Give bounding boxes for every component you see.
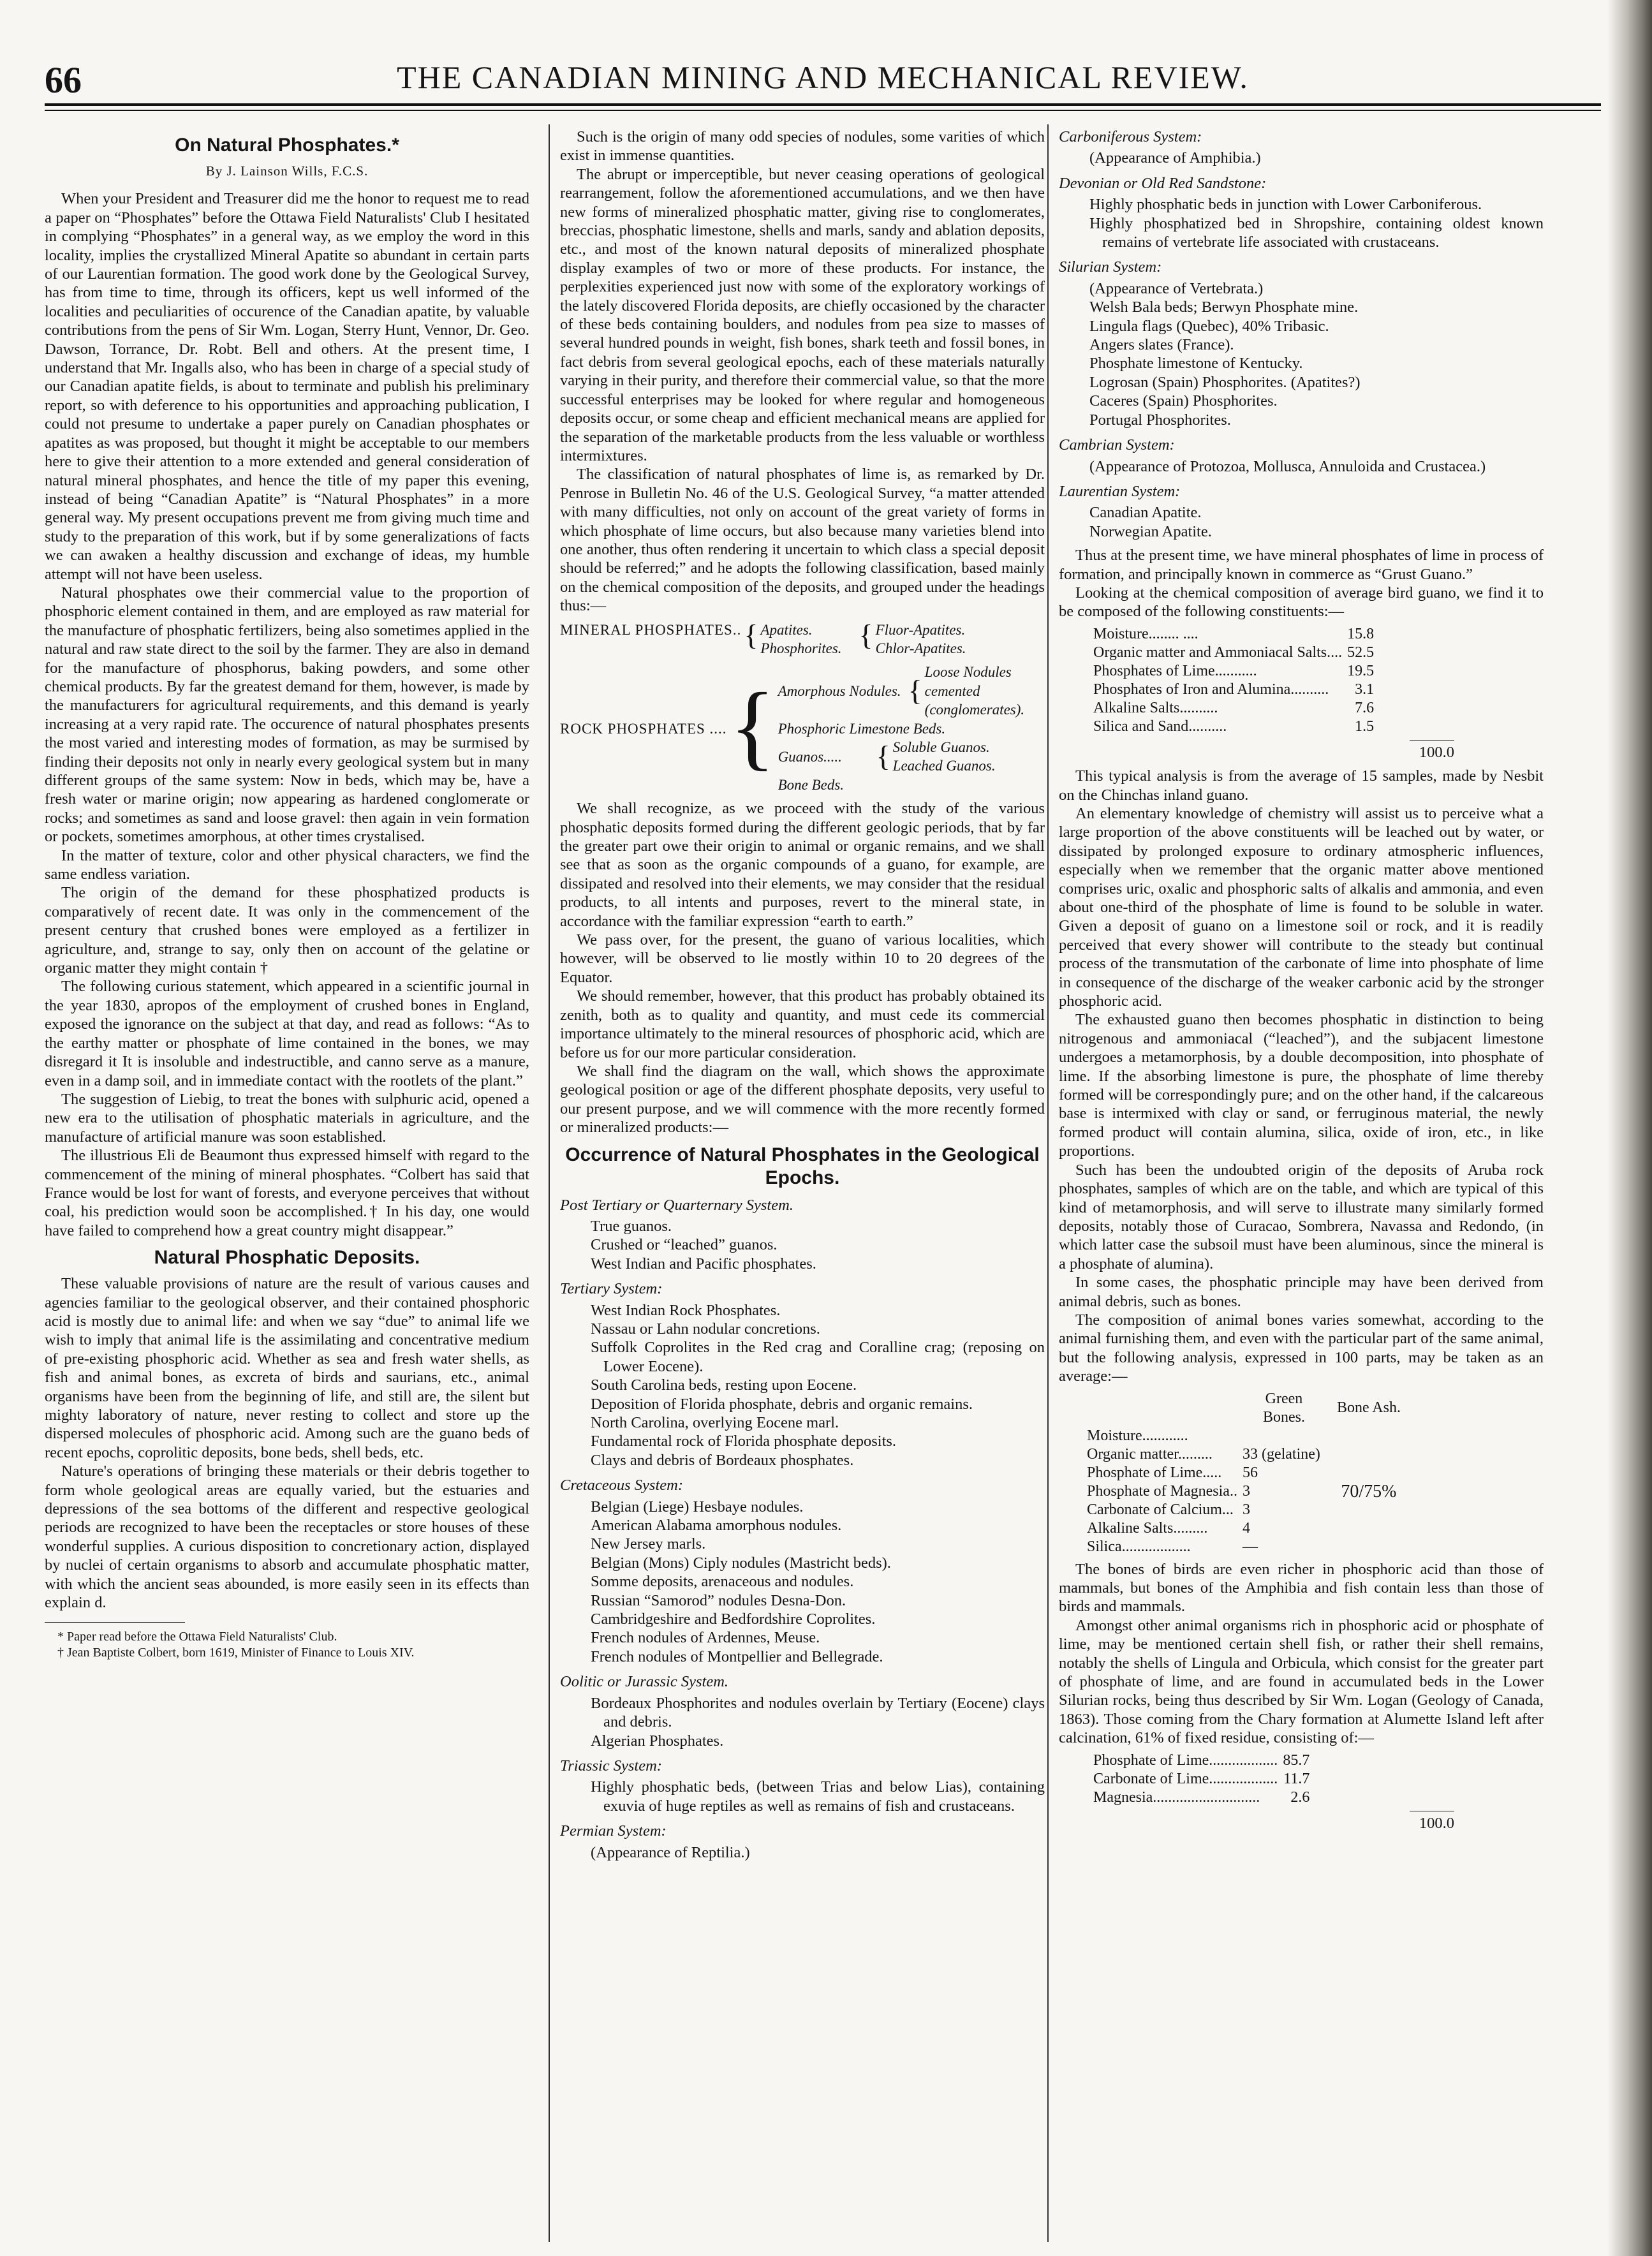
guano-composition-table bbox=[1091, 625, 1376, 736]
journal-title: THE CANADIAN MINING AND MECHANICAL REVIEW. bbox=[397, 59, 1249, 95]
class-item: Guanos..... bbox=[778, 748, 842, 765]
system-item: West Indian and Pacific phosphates. bbox=[591, 1255, 816, 1272]
system-item: Norwegian Apatite. bbox=[1089, 522, 1212, 540]
classification-rock bbox=[560, 663, 1045, 794]
brace: { bbox=[744, 618, 758, 651]
system-item: Caceres (Spain) Phosphorites. bbox=[1089, 392, 1278, 410]
section-heading: Occurrence of Natural Phosphates in the Geological Epochs. bbox=[565, 1144, 1040, 1188]
column-divider bbox=[1047, 124, 1049, 2242]
residue-table bbox=[1091, 1751, 1312, 1807]
column-2 bbox=[560, 128, 1045, 2239]
class-item: Chlor-Apatites. bbox=[875, 640, 966, 656]
system-name: Carboniferous System: bbox=[1059, 128, 1202, 145]
table-cell: Phosphate of Lime..... bbox=[1087, 1464, 1222, 1481]
paragraph: We shall recognize, as we proceed with the study of the various phosphatic deposits formed during the different geologic periods, that by far the greater part owe their origin to animal or organic remains, and we shall see that as soon as the organic compounds of a guano, for example, are dissipated and resolved into their elements, we may consider that the residual products, to all intents and purposes, revert to the mineral state, in accordance with the familiar expression “earth to earth.” bbox=[560, 800, 1045, 930]
article-title: On Natural Phosphates.* bbox=[175, 135, 399, 156]
system-item: Lingula flags (Quebec), 40% Tribasic. bbox=[1089, 317, 1329, 335]
table-cell: Alkaline Salts......... bbox=[1087, 1519, 1208, 1537]
table-cell: 33 (gelatine) bbox=[1242, 1445, 1320, 1463]
system-item: Belgian (Liege) Hesbaye nodules. bbox=[591, 1498, 804, 1515]
system-item: Russian “Samorod” nodules Desna-Don. bbox=[591, 1591, 846, 1609]
class-item: Amorphous Nodules. bbox=[778, 682, 901, 699]
system-item: Crushed or “leached” guanos. bbox=[591, 1236, 778, 1254]
system-name: Permian System: bbox=[560, 1822, 667, 1840]
paragraph: The bones of birds are even richer in phosphoric acid than those of mammals, but bones of the Amphibia and fish contain less than those of birds and mammals. bbox=[1059, 1560, 1544, 1616]
system-item: New Jersey marls. bbox=[591, 1535, 706, 1553]
system-item: Suffolk Coprolites in the Red crag and Coralline crag; (reposing on Lower Eocene). bbox=[591, 1339, 1045, 1375]
column-header: Green Bones. bbox=[1262, 1390, 1305, 1426]
paragraph: The exhausted guano then becomes phosphatic in distinction to being nitrogenous and ammoniacal (“leached”), and the subjacent limestone undergoes a metamorphosis, by a double decomposition, into phosphate of lime. If the absorbing limestone is pure, the phosphate of lime thereby formed will be correspondingly pure; and on the other hand, if the calcareous base is intermixed with clay or sand, or ferruginous material, the newly formed product will contain alumina, silica, oxide of iron, etc., in like proportions. bbox=[1059, 1011, 1544, 1160]
paragraph: We shall find the diagram on the wall, which shows the approximate geological position or age of the different phosphate deposits, very useful to our present purpose, and we will commence with the more recently formed or mineralized products:— bbox=[560, 1062, 1045, 1137]
table-cell: 3.1 bbox=[1355, 681, 1375, 698]
table-row bbox=[1091, 718, 1376, 736]
table-row bbox=[1091, 644, 1376, 662]
table-cell: Phosphate of Lime.................. bbox=[1093, 1751, 1278, 1769]
system-name: Devonian or Old Red Sandstone: bbox=[1059, 174, 1267, 192]
class-item: Soluble Guanos. bbox=[892, 739, 990, 755]
table-row bbox=[1091, 1770, 1312, 1788]
class-label: ROCK PHOSPHATES .... bbox=[560, 720, 727, 737]
system-item: Fundamental rock of Florida phosphate deposits. bbox=[591, 1433, 897, 1450]
system-name: Laurentian System: bbox=[1059, 482, 1181, 500]
system-item: Cambridgeshire and Bedfordshire Coprolites. bbox=[591, 1611, 876, 1628]
paragraph: The suggestion of Liebig, to treat the bones with sulphuric acid, opened a new era to the utilisation of phosphatic materials in agriculture, and the manufacture of artificial manure was soon established. bbox=[45, 1090, 529, 1146]
table-cell bbox=[1240, 1427, 1328, 1445]
footnote-rule bbox=[45, 1622, 185, 1623]
system-name: Cretaceous System: bbox=[560, 1477, 683, 1494]
table-cell: Magnesia............................ bbox=[1093, 1788, 1260, 1806]
table-cell: Moisture............ bbox=[1087, 1427, 1188, 1444]
table-cell: 85.7 bbox=[1283, 1751, 1310, 1769]
table-cell: 3 bbox=[1242, 1482, 1250, 1500]
paragraph: Such has been the undoubted origin of the deposits of Aruba rock phosphates, samples of which are on the table, and which are typical of this kind of metamorphosis, and will serve to illustrate many similarly formed deposits, notably those of Curacao, Sombrera, Navassa and Redondo, (in which latter case the subsoil must have been aluminous, since the mineral is a phosphate of alumina). bbox=[1059, 1161, 1544, 1272]
paragraph: The illustrious Eli de Beaumont thus expressed himself with regard to the commencement of the mining of mineral phosphates. “Colbert has said that France would be lost for want of forests, and everyone perceives that without coal, his prediction would soon be accomplished.† In his day, one would have failed to comprehend how a great country might disappear.” bbox=[45, 1147, 529, 1239]
table-cell: — bbox=[1242, 1538, 1258, 1555]
paragraph: Such is the origin of many odd species of nodules, some varities of which exist in immense quantities. bbox=[560, 128, 1045, 165]
system-item: Welsh Bala beds; Berwyn Phosphate mine. bbox=[1089, 299, 1359, 316]
system-item: Belgian (Mons) Ciply nodules (Mastricht beds). bbox=[591, 1554, 891, 1572]
system-item: French nodules of Ardennes, Meuse. bbox=[591, 1629, 820, 1647]
footnote: † Jean Baptiste Colbert, born 1619, Minister of Finance to Louis XIV. bbox=[57, 1646, 415, 1660]
table-cell: 2.6 bbox=[1290, 1788, 1310, 1806]
system-item: Clays and debris of Bordeaux phosphates. bbox=[591, 1451, 854, 1469]
system-item: West Indian Rock Phosphates. bbox=[591, 1301, 781, 1319]
table-cell: Carbonate of Lime.................. bbox=[1093, 1770, 1278, 1787]
system-item: Logrosan (Spain) Phosphorites. (Apatites?) bbox=[1089, 373, 1361, 391]
paragraph: These valuable provisions of nature are the result of various causes and agencies familiar to the geological observer, and their contained phosphoric acid is mostly due to animal life: and when we say “due” to animal life we wish to imply that animal life is the assimilating and concentrative medium of pre-existing phosphoric acid. Whether as sea and fresh water shells, as fish and animal bones, as excreta of birds and saurians, etc., animal organisms have been from the beginning of life, and still are, the silent but mighty laboratory of nature, never resting to collect and store up the dispersed molecules of phosphoric acid. Among such are the guano beds of recent epochs, coprolitic deposits, bone beds, shell beds, etc. bbox=[45, 1275, 529, 1461]
table-cell: 52.5 bbox=[1347, 644, 1375, 661]
table-cell: 3 bbox=[1242, 1501, 1250, 1518]
table-cell: Silica and Sand.......... bbox=[1093, 718, 1227, 735]
system-name: Triassic System: bbox=[560, 1757, 662, 1774]
system-name: Silurian System: bbox=[1059, 258, 1162, 276]
paragraph: The origin of the demand for these phosphatized products is comparatively of recent date. It was only in the commencement of the present century that crushed bones were employed as a fertilizer in agriculture, and, strange to say, only then on account of the gelatine or organic matter they might contain † bbox=[45, 884, 529, 977]
system-item: Phosphate limestone of Kentucky. bbox=[1089, 355, 1303, 372]
brace: { bbox=[908, 674, 922, 707]
system-item: Somme deposits, arenaceous and nodules. bbox=[591, 1573, 854, 1591]
byline: By J. Lainson Wills, F.C.S. bbox=[205, 163, 369, 179]
system-item: (Appearance of Protozoa, Mollusca, Annuloida and Crustacea.) bbox=[1089, 457, 1486, 475]
footnote: * Paper read before the Ottawa Field Naturalists' Club. bbox=[57, 1630, 337, 1644]
table-cell: Carbonate of Calcium... bbox=[1087, 1501, 1234, 1518]
class-item: Apatites. bbox=[760, 621, 813, 638]
system-name: Post Tertiary or Quarternary System. bbox=[560, 1196, 793, 1214]
class-item: Bone Beds. bbox=[778, 776, 844, 793]
paragraph: The following curious statement, which appeared in a scientific journal in the year 1830, apropos of the employment of crushed bones in England, exposed the ignorance on the subject at that day, and read as follows: “As to the earthy matter or phosphate of lime contained in the bones, we may disregard it It is insoluble and indestructible, and canno serve as a manure, even in a damp soil, and in immediate contact with the rootlets of the plant.” bbox=[45, 978, 529, 1089]
column-3 bbox=[1059, 128, 1544, 2239]
paragraph: The composition of animal bones varies somewhat, according to the animal furnishing them, and even with the particular part of the same animal, but the following analysis, expressed in 100 parts, may be taken as an average:— bbox=[1059, 1311, 1544, 1385]
system-item: Portugal Phosphorites. bbox=[1089, 411, 1231, 429]
system-item: (Appearance of Amphibia.) bbox=[1089, 149, 1261, 167]
paragraph: Amongst other animal organisms rich in phosphoric acid or phosphate of lime, may be mentioned certain shell fish, or rather their shell remains, notably the shells of Lingula and Orbicula, which consist for the greater part of phosphate of lime, and are found in accumulated beds in the Lower Silurian rocks, being thus described by Sir Wm. Logan (Geology of Canada, 1863). Those coming from the Chary formation at Alumette Island left after calcination, 61% of fixed residue, consisting of:— bbox=[1059, 1616, 1544, 1747]
header-rule-thin bbox=[45, 110, 1601, 111]
brace: { bbox=[859, 618, 873, 651]
table-cell: Phosphates of Iron and Alumina.......... bbox=[1093, 681, 1329, 698]
paragraph: We should remember, however, that this product has probably obtained its zenith, both as to quality and quantity, and must cede its commercial importance ultimately to the mineral resources of phosphoric acid, which are before us for our more particular consideration. bbox=[560, 987, 1045, 1061]
table-cell: Silica.................. bbox=[1087, 1538, 1191, 1555]
class-item: Loose Nodules bbox=[924, 664, 1012, 681]
table-row bbox=[1084, 1427, 1410, 1445]
paragraph: When your President and Treasurer did me the honor to request me to read a paper on “Phosphates” before the Ottawa Field Naturalists' Club I hesitated in complying “Phosphates” in a general way, as we employ the word in this locality, implies the crystallized Mineral Apatite so abundant in certain parts of our Laurentian formation. The good work done by the Geological Survey, has from time to time, through its officers, kept us well informed of the localities and peculiarities of occurence of the Canadian apatite, by valuable contributions from the pens of Sir Wm. Logan, Sterry Hunt, Vennor, Dr. Geo. Dawson, Torrance, Dr. Robt. Bell and others. At the present time, I understand that Mr. Ingalls also, who has been in charge of a special study of our Canadian apatite fields, is about to terminate and publish his preliminary report, so with deference to his opportunities and approaching publication, I could not presume to undertake a paper purely on Canadian phosphates or apatites as was proposed, but thought it might be acceptable to our members here to give their attention to a more extended and general consideration of natural mineral phosphates, and hence the title of my paper this evening, instead of being “Canadian Apatite” is “Natural Phosphates” in a more general way. My present occupations prevent me from giving much time and study to the preparation of this work, but if by some generalizations of facts we can awaken a healthy discussion and exchange of ideas, my humble attempt will not have been useless. bbox=[45, 190, 529, 583]
paragraph: We pass over, for the present, the guano of various localities, which however, will be observed to lie mostly within 10 to 20 degrees of the Equator. bbox=[560, 931, 1045, 986]
table-total: 100.0 bbox=[1419, 743, 1454, 761]
system-item: South Carolina beds, resting upon Eocene. bbox=[591, 1376, 857, 1394]
class-item: Phosphoric Limestone Beds. bbox=[778, 720, 946, 737]
table-row bbox=[1091, 681, 1376, 699]
table-cell: 70/75% bbox=[1341, 1481, 1397, 1501]
class-label: MINERAL PHOSPHATES.. bbox=[560, 621, 742, 638]
table-cell: 11.7 bbox=[1283, 1770, 1310, 1787]
paragraph: In some cases, the phosphatic principle may have been derived from animal debris, such as bones. bbox=[1059, 1274, 1544, 1310]
system-item: Highly phosphatized bed in Shropshire, containing oldest known remains of vertebrate life associated with crustaceans. bbox=[1089, 214, 1544, 251]
bone-composition-table bbox=[1084, 1390, 1410, 1556]
table-cell: Moisture........ .... bbox=[1093, 625, 1198, 642]
system-item: Algerian Phosphates. bbox=[591, 1732, 724, 1750]
system-item: Nassau or Lahn nodular concretions. bbox=[591, 1320, 820, 1338]
column-1 bbox=[45, 128, 529, 2239]
paragraph: In the matter of texture, color and other physical characters, we find the same endless variation. bbox=[45, 846, 529, 883]
system-item: American Alabama amorphous nodules. bbox=[591, 1517, 842, 1535]
system-item: Angers slates (France). bbox=[1089, 336, 1234, 354]
system-item: Highly phosphatic beds, (between Trias and below Lias), containing exuvia of huge reptiles as well as remains of fish and crustaceans. bbox=[591, 1778, 1045, 1815]
brace: { bbox=[876, 740, 890, 773]
class-item: Phosphorites. bbox=[760, 640, 842, 656]
table-cell: Alkaline Salts.......... bbox=[1093, 699, 1218, 716]
system-item: North Carolina, overlying Eocene marl. bbox=[591, 1414, 839, 1431]
system-name: Oolitic or Jurassic System. bbox=[560, 1673, 729, 1691]
system-item: Highly phosphatic beds in junction with Lower Carboniferous. bbox=[1089, 196, 1482, 214]
table-header-row bbox=[1084, 1390, 1410, 1427]
table-cell: Organic matter and Ammoniacal Salts.... bbox=[1093, 644, 1343, 661]
table-cell: 4 bbox=[1242, 1519, 1250, 1537]
system-item: French nodules of Montpellier and Bellegrade. bbox=[591, 1648, 883, 1665]
system-name: Cambrian System: bbox=[1059, 436, 1175, 454]
class-item: Leached Guanos. bbox=[892, 758, 996, 774]
table-row bbox=[1091, 662, 1376, 681]
page-header bbox=[45, 59, 1601, 103]
paragraph: The abrupt or imperceptible, but never ceasing operations of geological rearrangement, follow the aforementioned accumulations, and we then have new forms of mineralized phosphatic matter, giving rise to conglomerates, breccias, phosphatic limestone, shells and marls, sandy and ablation deposits, etc., and most of the known natural deposits of mineralized phosphate display examples of two or more of these products. For instance, the perplexities experienced just now with some of the exploratory workings of the lately discovered Florida deposits, are chiefly occasioned by the character of these beds containing boulders, and nodules from pea size to masses of several hundred pounds in weight, fish bones, shark teeth and fossil bones, in fact debris from several geological epochs, each of these materials naturally varying in their purity, and therefore their commercial value, so that the more successful enterprises may be looked for where regular and homogeneous deposits occur, or some cheap and efficient mechanical means are applied for the separation of the marketable products from the less valuable or worthless intermixtures. bbox=[560, 165, 1045, 464]
class-item: cemented (conglomerates). bbox=[924, 682, 1025, 718]
system-item: Canadian Apatite. bbox=[1089, 504, 1202, 522]
system-name: Tertiary System: bbox=[560, 1280, 663, 1298]
system-item: Bordeaux Phosphorites and nodules overlain by Tertiary (Eocene) clays and debris. bbox=[591, 1694, 1045, 1731]
paragraph: An elementary knowledge of chemistry will assist us to perceive what a large proportion of the above constituents will be leached out by water, or dissipated by prolonged exposure to ordinary atmospheric influences, especially when we remember that the organic matter above mentioned comprises uric, oxalic and phosphoric salts of alkalis and ammonia, and even about one-third of the phosphate of lime is found to be soluble in water. Given a deposit of guano on a limestone soil or rock, and it is readily perceived that every shower will contribute to the steady but continual process of the transmutation of the carbonate of lime into phosphate of lime in consequence of the discharge of the weaker carbonic acid by the stronger phosphoric acid. bbox=[1059, 804, 1544, 1010]
system-item: Deposition of Florida phosphate, debris and organic remains. bbox=[591, 1395, 973, 1413]
paragraph: Looking at the chemical composition of average bird guano, we find it to be composed of the following constituents:— bbox=[1059, 584, 1544, 621]
table-cell: 56 bbox=[1242, 1464, 1258, 1481]
table-cell: 7.6 bbox=[1355, 699, 1375, 716]
paragraph: The classification of natural phosphates of lime is, as remarked by Dr. Penrose in Bulletin No. 46 of the U.S. Geological Survey, “a matter attended with many difficulties, not only on account of the great variety of forms in which phosphate of lime occurs, but also because many varieties blend into one another, thus often rendering it uncertain to which class a special deposit should be referred;” and he adopts the following classification, based mainly on the chemical composition of the deposits, and grouped under the headings thus:— bbox=[560, 466, 1045, 615]
table-row bbox=[1091, 1788, 1312, 1807]
system-item: (Appearance of Reptilia.) bbox=[591, 1843, 750, 1861]
system-item: (Appearance of Vertebrata.) bbox=[1089, 279, 1264, 297]
header-rule bbox=[45, 103, 1601, 106]
brace: { bbox=[729, 674, 776, 780]
class-item: Fluor-Apatites. bbox=[875, 621, 966, 638]
table-cell: 15.8 bbox=[1347, 625, 1375, 642]
page-number: 66 bbox=[45, 59, 82, 101]
table-row bbox=[1091, 699, 1376, 718]
paragraph: Natural phosphates owe their commercial value to the proportion of phosphoric element contained in them, and are employed as raw material for the manufacture of phosphatic fertilizers, being also sometimes applied in the natural and raw state direct to the soil by the farmer. They are also in demand for the manufacture of phosphorus, baking powders, and some other chemical products. By far the greatest demand for them, however, is made by the manufacturers for agricultural requirements, and this demand is yearly increasing at a very rapid rate. The occurence of natural phosphates presents the most varied and interesting modes of formation, as may be surmised by finding their deposits not only in nearly every geological system but in many different groups of the same system: Now in beds, which may be, have a fresh water or marine origin; now appearing as hardened conglomerate or rocks; and sometimes as sand and loose gravel: then again in vein formation or pockets, sometimes amorphous, at other times crystalised. bbox=[45, 584, 529, 846]
table-cell: Phosphates of Lime........... bbox=[1093, 662, 1257, 679]
table-total: 100.0 bbox=[1419, 1814, 1454, 1832]
column-header: Bone Ash. bbox=[1336, 1399, 1401, 1417]
paragraph: This typical analysis is from the average of 15 samples, made by Nesbit on the Chinchas inland guano. bbox=[1059, 767, 1544, 804]
section-heading: Natural Phosphatic Deposits. bbox=[154, 1247, 420, 1269]
table-cell: Phosphate of Magnesia.. bbox=[1087, 1482, 1237, 1500]
table-cell: Organic matter......... bbox=[1087, 1445, 1213, 1463]
paragraph: Thus at the present time, we have mineral phosphates of lime in process of formation, and principally known in commerce as “Grust Guano.” bbox=[1059, 547, 1544, 583]
binding-edge bbox=[1607, 0, 1652, 2256]
table-row bbox=[1091, 1751, 1312, 1770]
column-divider bbox=[549, 124, 550, 2242]
system-item: True guanos. bbox=[591, 1217, 672, 1235]
classification-mineral bbox=[560, 618, 1045, 658]
table-cell: 1.5 bbox=[1355, 718, 1375, 735]
paragraph: Nature's operations of bringing these materials or their debris together to form whole geological areas are equally varied, but the estuaries and depressions of the sea bottoms of the different and respective geological periods are recognized to have been the receptacles or store houses of these wonderful supplies. A curious disposition to concretionary action, displayed by nuclei of certain organisms to absorb and accumulate phosphatic matter, with which the ancient seas abounded, is more easily seen in its effects than explain d. bbox=[45, 1463, 529, 1612]
table-cell: 19.5 bbox=[1347, 662, 1375, 679]
table-row bbox=[1091, 625, 1376, 644]
